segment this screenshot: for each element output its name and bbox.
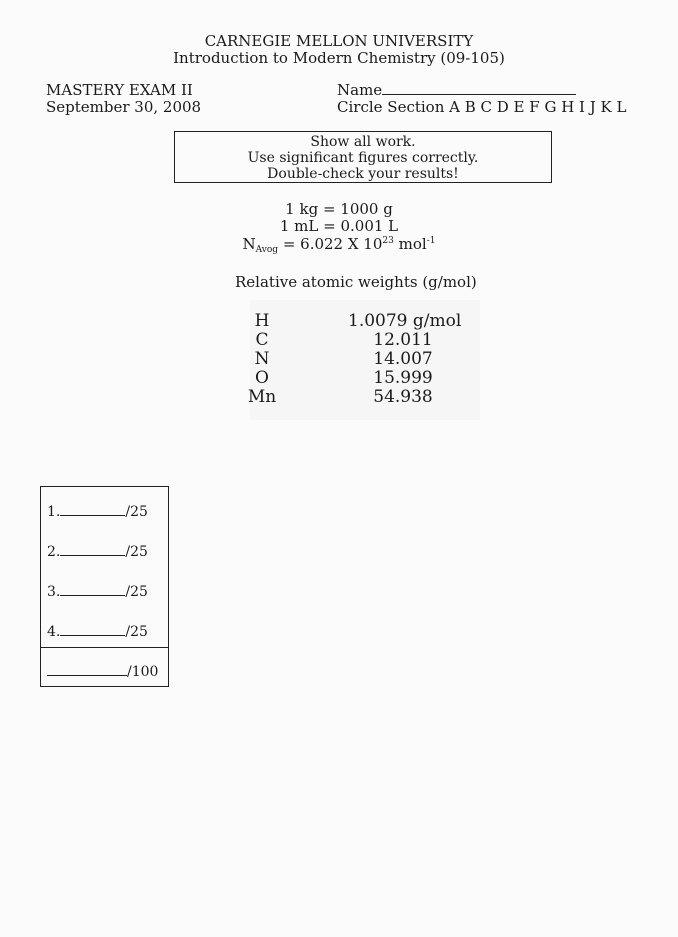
score-row bbox=[47, 623, 148, 640]
constant-kg: 1 kg = 1000 g bbox=[285, 200, 393, 218]
name-label: Name bbox=[337, 81, 383, 99]
avogadro-unit: mol bbox=[393, 235, 427, 253]
avogadro-symbol: N bbox=[242, 235, 256, 253]
score-row bbox=[47, 543, 148, 560]
section-label: Circle Section A B C D E F G H I J K L bbox=[337, 98, 627, 116]
course-title: Introduction to Modern Chemistry (09-105) bbox=[173, 49, 505, 67]
question-max: /25 bbox=[125, 624, 148, 640]
atomic-weight: 12.011 bbox=[373, 330, 433, 350]
score-blank[interactable] bbox=[60, 623, 125, 636]
score-row bbox=[47, 583, 148, 600]
atomic-weights-heading: Relative atomic weights (g/mol) bbox=[235, 273, 477, 291]
question-number: 3. bbox=[47, 584, 61, 600]
instructions-box bbox=[174, 131, 552, 183]
instruction-line: Use significant figures correctly. bbox=[247, 150, 479, 166]
element-symbol: Mn bbox=[247, 387, 277, 407]
instruction-line: Show all work. bbox=[310, 134, 416, 150]
score-total-row bbox=[47, 663, 158, 680]
score-table bbox=[40, 486, 169, 687]
exam-date: September 30, 2008 bbox=[46, 98, 202, 116]
question-max: /25 bbox=[125, 544, 148, 560]
avogadro-value: = 6.022 X 10 bbox=[278, 235, 383, 253]
question-number: 4. bbox=[47, 624, 61, 640]
score-row bbox=[47, 503, 148, 520]
atomic-weight: 54.938 bbox=[373, 387, 433, 407]
score-blank[interactable] bbox=[60, 583, 125, 596]
constant-ml: 1 mL = 0.001 L bbox=[279, 217, 399, 235]
question-number: 2. bbox=[47, 544, 61, 560]
element-symbol: H bbox=[254, 311, 270, 331]
question-number: 1. bbox=[47, 504, 61, 520]
avogadro-unit-exponent: -1 bbox=[426, 236, 436, 246]
avogadro-subscript: Avog bbox=[255, 245, 279, 255]
constant-avogadro bbox=[0, 235, 678, 255]
score-blank[interactable] bbox=[60, 503, 125, 516]
element-symbol: O bbox=[255, 368, 269, 388]
score-blank[interactable] bbox=[60, 543, 125, 556]
total-max: /100 bbox=[127, 664, 159, 680]
element-symbol: C bbox=[255, 330, 269, 350]
atomic-weight: 15.999 bbox=[373, 368, 433, 388]
avogadro-exponent: 23 bbox=[382, 236, 394, 246]
atomic-weight: 1.0079 g/mol bbox=[348, 311, 462, 331]
name-field[interactable] bbox=[337, 81, 576, 99]
score-divider bbox=[41, 647, 168, 648]
element-symbol: N bbox=[254, 349, 270, 369]
name-blank[interactable] bbox=[382, 82, 576, 95]
question-max: /25 bbox=[125, 584, 148, 600]
question-max: /25 bbox=[125, 504, 148, 520]
exam-title: MASTERY EXAM II bbox=[46, 81, 193, 99]
total-score-blank[interactable] bbox=[47, 663, 127, 676]
instruction-line: Double-check your results! bbox=[267, 166, 459, 182]
atomic-weight: 14.007 bbox=[373, 349, 433, 369]
university-name: CARNEGIE MELLON UNIVERSITY bbox=[204, 32, 474, 50]
